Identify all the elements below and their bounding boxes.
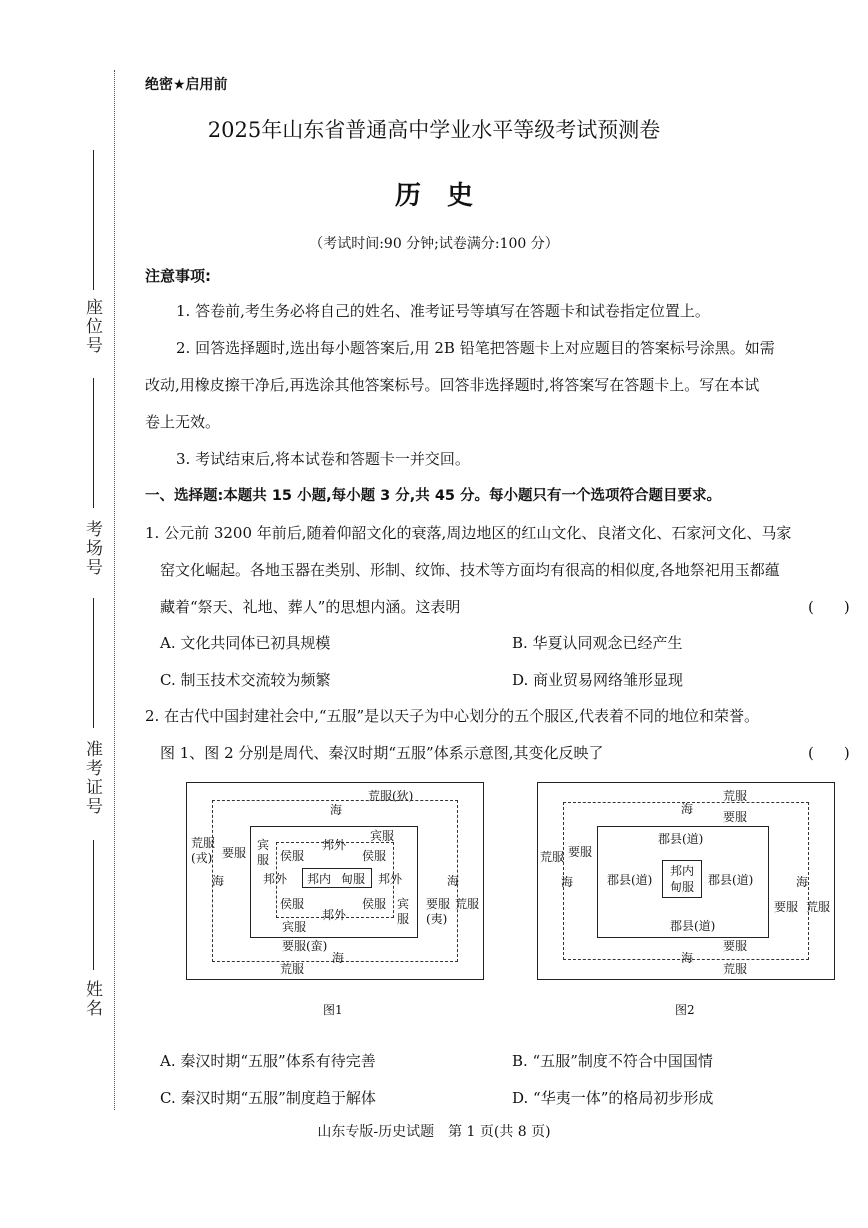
fig2-caption: 图2 — [675, 1003, 695, 1017]
fig2-label-jx-bottom: 郡县(道) — [670, 919, 716, 933]
q2-stem-line-1: 2. 在古代中国封建社会中,“五服”是以天子为中心划分的五个服区,代表着不同的地位和荣誉。 — [145, 707, 759, 725]
ticket-label: 准考证号 — [82, 740, 102, 816]
fig1-label-bangwai-right: 邦外 — [378, 872, 403, 886]
fig2-label-yf-top: 要服 — [723, 810, 748, 824]
fig1-label-bangwai-bottom: 邦外 — [322, 908, 347, 922]
q2-stem-line-2: 图 1、图 2 分别是周代、秦汉时期“五服”体系示意图,其变化反映了 — [160, 744, 604, 762]
q1-option-d: D. 商业贸易网络雏形显现 — [512, 671, 684, 689]
fig1-label-binfu-r2: 服 — [397, 912, 410, 926]
fig2-label-sea-bottom: 海 — [681, 951, 694, 965]
fig1-label-bangwai-left: 邦外 — [263, 872, 288, 886]
fig1-caption: 图1 — [323, 1003, 343, 1017]
fig2-label-yf-left: 要服 — [568, 845, 593, 859]
fig1-label-houfu-br: 侯服 — [362, 897, 387, 911]
notice-item-2-line-3: 卷上无效。 — [145, 413, 221, 431]
binding-dotted-line — [114, 70, 115, 1110]
fig1-label-houfu-tr: 侯服 — [362, 849, 387, 863]
fig1-label-binfu-l2: 服 — [257, 853, 270, 867]
section-1-heading: 一、选择题:本题共 15 小题,每小题 3 分,共 45 分。每小题只有一个选项符合题目要求。 — [145, 488, 722, 504]
fig2-label-yf-right: 要服 — [774, 900, 799, 914]
fig1-label-houfu-tl: 侯服 — [280, 849, 305, 863]
fig1-label-binfu-r1: 宾 — [397, 897, 410, 911]
fig1-label-hf-di: 荒服(狄) — [368, 789, 414, 803]
fig1-label-yf-left: 要服 — [222, 846, 247, 860]
q1-option-a: A. 文化共同体已初具规模 — [160, 634, 331, 652]
fig1-label-bangnei: 邦内 — [307, 872, 332, 886]
q2-option-d: D. “华夷一体”的格局初步形成 — [512, 1089, 714, 1107]
q1-option-b: B. 华夏认同观念已经产生 — [512, 634, 683, 652]
fig1-label-hf-rong-1: 荒服 — [191, 836, 216, 850]
notice-item-1: 1. 答卷前,考生务必将自己的姓名、准考证号等填写在答题卡和试卷指定位置上。 — [176, 302, 710, 320]
fig1-label-binfu-l1: 宾 — [257, 838, 270, 852]
room-label: 考场号 — [82, 520, 102, 577]
fig2-label-hf-top: 荒服 — [723, 789, 748, 803]
fig2-label-hf-bottom: 荒服 — [723, 962, 748, 976]
fig1-label-binfu-bl: 宾服 — [282, 920, 307, 934]
fig1-label-yf-yi-2: (夷) — [426, 912, 448, 926]
fig2-label-center-2: 甸服 — [669, 880, 694, 894]
page-footer: 山东专版-历史试题 第 1 页(共 8 页) — [317, 1124, 551, 1140]
fig2-label-yf-bottom: 要服 — [723, 939, 748, 953]
fig1-label-hf-bottom: 荒服 — [280, 962, 305, 976]
fig2-label-jx-top: 郡县(道) — [658, 832, 704, 846]
fig2-label-hf-left: 荒服 — [540, 850, 565, 864]
ticket-underline — [93, 598, 94, 728]
q2-option-b: B. “五服”制度不符合中国国情 — [512, 1052, 713, 1070]
fig1-label-houfu-bl: 侯服 — [280, 897, 305, 911]
fig2-label-jx-right: 郡县(道) — [708, 873, 754, 887]
q1-stem-line-1: 1. 公元前 3200 年前后,随着仰韶文化的衰落,周边地区的红山文化、良渚文化、石家河文化、马家 — [145, 524, 792, 542]
q1-answer-paren: ( ) — [808, 598, 850, 616]
fig2-label-sea-left: 海 — [561, 875, 574, 889]
q2-answer-paren: ( ) — [808, 744, 850, 762]
fig2-label-center-1: 邦内 — [669, 864, 694, 878]
seat-label: 座位号 — [82, 298, 102, 355]
confidential-mark: 绝密★启用前 — [145, 77, 228, 93]
fig1-label-hf-rong-2: (戎) — [191, 851, 213, 865]
subject-title: 历 史 — [394, 181, 473, 211]
fig1-label-sea-left: 海 — [212, 874, 225, 888]
notice-item-2-line-1: 2. 回答选择题时,选出每小题答案后,用 2B 铅笔把答题卡上对应题目的答案标号涂黑。如需 — [176, 339, 775, 357]
fig2-label-sea-right: 海 — [796, 875, 809, 889]
notice-item-3: 3. 考试结束后,将本试卷和答题卡一并交回。 — [176, 450, 470, 468]
fig2-label-hf-right: 荒服 — [806, 900, 831, 914]
fig2-label-jx-left: 郡县(道) — [607, 873, 653, 887]
q1-stem-line-2: 窑文化崛起。各地玉器在类别、形制、纹饰、技术等方面均有很高的相似度,各地祭祀用玉都蕴 — [160, 561, 780, 579]
fig1-label-binfu-tr: 宾服 — [370, 829, 395, 843]
fig1-label-bangwai-top: 邦外 — [322, 838, 347, 852]
fig2-label-sea-top: 海 — [681, 802, 694, 816]
fig1-label-hf-right: 荒服 — [455, 897, 480, 911]
fig1-label-yf-yi-1: 要服 — [426, 897, 451, 911]
notice-item-2-line-2: 改动,用橡皮擦干净后,再选涂其他答案标号。回答非选择题时,将答案写在答题卡上。写在本试 — [145, 376, 760, 394]
q2-option-a: A. 秦汉时期“五服”体系有待完善 — [160, 1052, 376, 1070]
name-label: 姓名 — [82, 980, 102, 1018]
name-underline — [93, 840, 94, 970]
fig1-label-sea-bottom: 海 — [332, 951, 345, 965]
fig1-label-dianfu: 甸服 — [341, 872, 366, 886]
room-underline — [93, 378, 94, 508]
exam-time-info: （考试时间:90 分钟;试卷满分:100 分） — [309, 236, 559, 252]
notice-title: 注意事项: — [145, 267, 211, 285]
q1-stem-line-3: 藏着“祭天、礼地、葬人”的思想内涵。这表明 — [160, 598, 461, 616]
fig1-label-sea-right: 海 — [447, 874, 460, 888]
fig1-label-yf-man: 要服(蛮) — [282, 939, 328, 953]
q1-option-c: C. 制玉技术交流较为频繁 — [160, 671, 331, 689]
q2-option-c: C. 秦汉时期“五服”制度趋于解体 — [160, 1089, 376, 1107]
fig1-label-sea-top: 海 — [330, 803, 343, 817]
exam-title: 2025年山东省普通高中学业水平等级考试预测卷 — [207, 118, 661, 142]
seat-underline — [93, 150, 94, 290]
